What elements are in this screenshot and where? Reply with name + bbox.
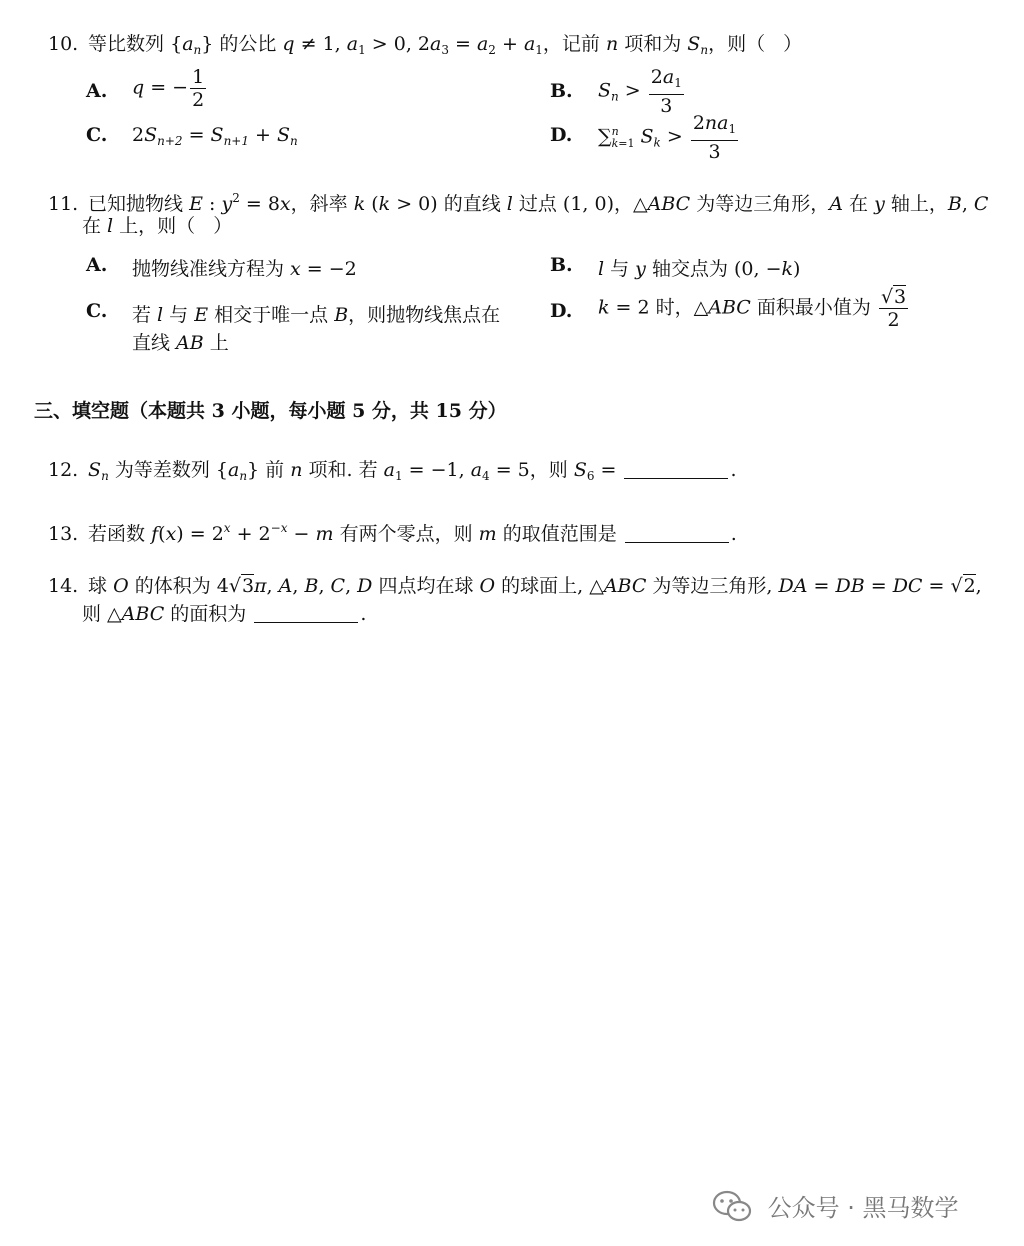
question-number: 11. — [48, 193, 79, 215]
option-letter: A. — [86, 80, 108, 102]
question-12 — [48, 456, 737, 490]
question-14-line1: 球 O 的体积为 4√3π, A, B, C, D 四点均在球 O 的球面上, △ABC 为等边三角形, DA = DB = DC = √2, — [88, 575, 982, 597]
watermark — [712, 1188, 959, 1228]
option-letter: C. — [86, 124, 108, 146]
option-text: $2S_{n+2} = S_{n+1} + S_n$ — [132, 124, 298, 148]
question-number: 12. — [48, 459, 79, 481]
question-12-text: $S_n$ 为等差数列 $\{a_n\}$ 前 n 项和. 若 $a_1 = -1$, $a_4 = 5$，则 $S_6$ = . — [88, 459, 737, 483]
option-letter: B. — [550, 254, 573, 276]
question-13 — [48, 514, 737, 548]
option-text: 抛物线准线方程为 x = −2 — [132, 258, 357, 280]
question-14-line2: 则 △ABC 的面积为 . — [82, 603, 367, 625]
option-text: q = − $\frac{1}{2}$ — [132, 66, 205, 111]
option-letter: D. — [550, 124, 573, 146]
option-text-line2: 直线 AB 上 — [132, 332, 229, 354]
option-text: l 与 y 轴交点为 (0, −k) — [598, 258, 801, 280]
option-letter: D. — [550, 300, 573, 322]
question-10-stem: 等比数列 $\{a_n\}$ 的公比 q ≠ 1, $a_1 > 0$, $2a_3 = a_2 + a_1$，记前 n 项和为 $S_n$，则（ ） — [88, 33, 803, 57]
question-number: 10. — [48, 33, 79, 55]
watermark-text: 公众号 · 黑马数学 — [767, 1194, 959, 1222]
option-letter: B. — [550, 80, 573, 102]
answer-blank[interactable] — [625, 524, 729, 543]
question-14 — [48, 572, 982, 600]
option-text: k = 2 时，△ABC 面积最小值为 $\frac{√3}{2}$ — [598, 286, 907, 331]
question-number: 14. — [48, 575, 79, 597]
question-10 — [48, 30, 802, 64]
answer-blank[interactable] — [254, 604, 358, 623]
question-number: 13. — [48, 523, 79, 545]
option-letter: C. — [86, 300, 108, 322]
answer-blank[interactable] — [624, 460, 728, 479]
question-11-stem-line1: 已知抛物线 E : $y^2 = 8x$，斜率 k (k > 0) 的直线 l 过点 (1, 0)，△ABC 为等边三角形，A 在 y 轴上，B, C — [88, 191, 989, 215]
question-11-stem-line2: 在 l 上，则（ ） — [82, 215, 233, 237]
option-text: ∑ n k=1 $S_k$ > $\frac{2na_1}{3}$ — [598, 112, 737, 163]
option-text: $S_n$ > $\frac{2a_1}{3}$ — [598, 66, 682, 117]
option-text-line1: 若 l 与 E 相交于唯一点 B，则抛物线焦点在 — [132, 304, 501, 326]
wechat-icon — [712, 1190, 752, 1228]
option-letter: A. — [86, 254, 108, 276]
question-13-text: 若函数 $f(x) = 2^x + 2^{-x} - m$ 有两个零点，则 m 的取值范围是 . — [88, 521, 737, 545]
section-title: 三、填空题（本题共 3 小题，每小题 5 分，共 15 分） — [34, 400, 507, 422]
